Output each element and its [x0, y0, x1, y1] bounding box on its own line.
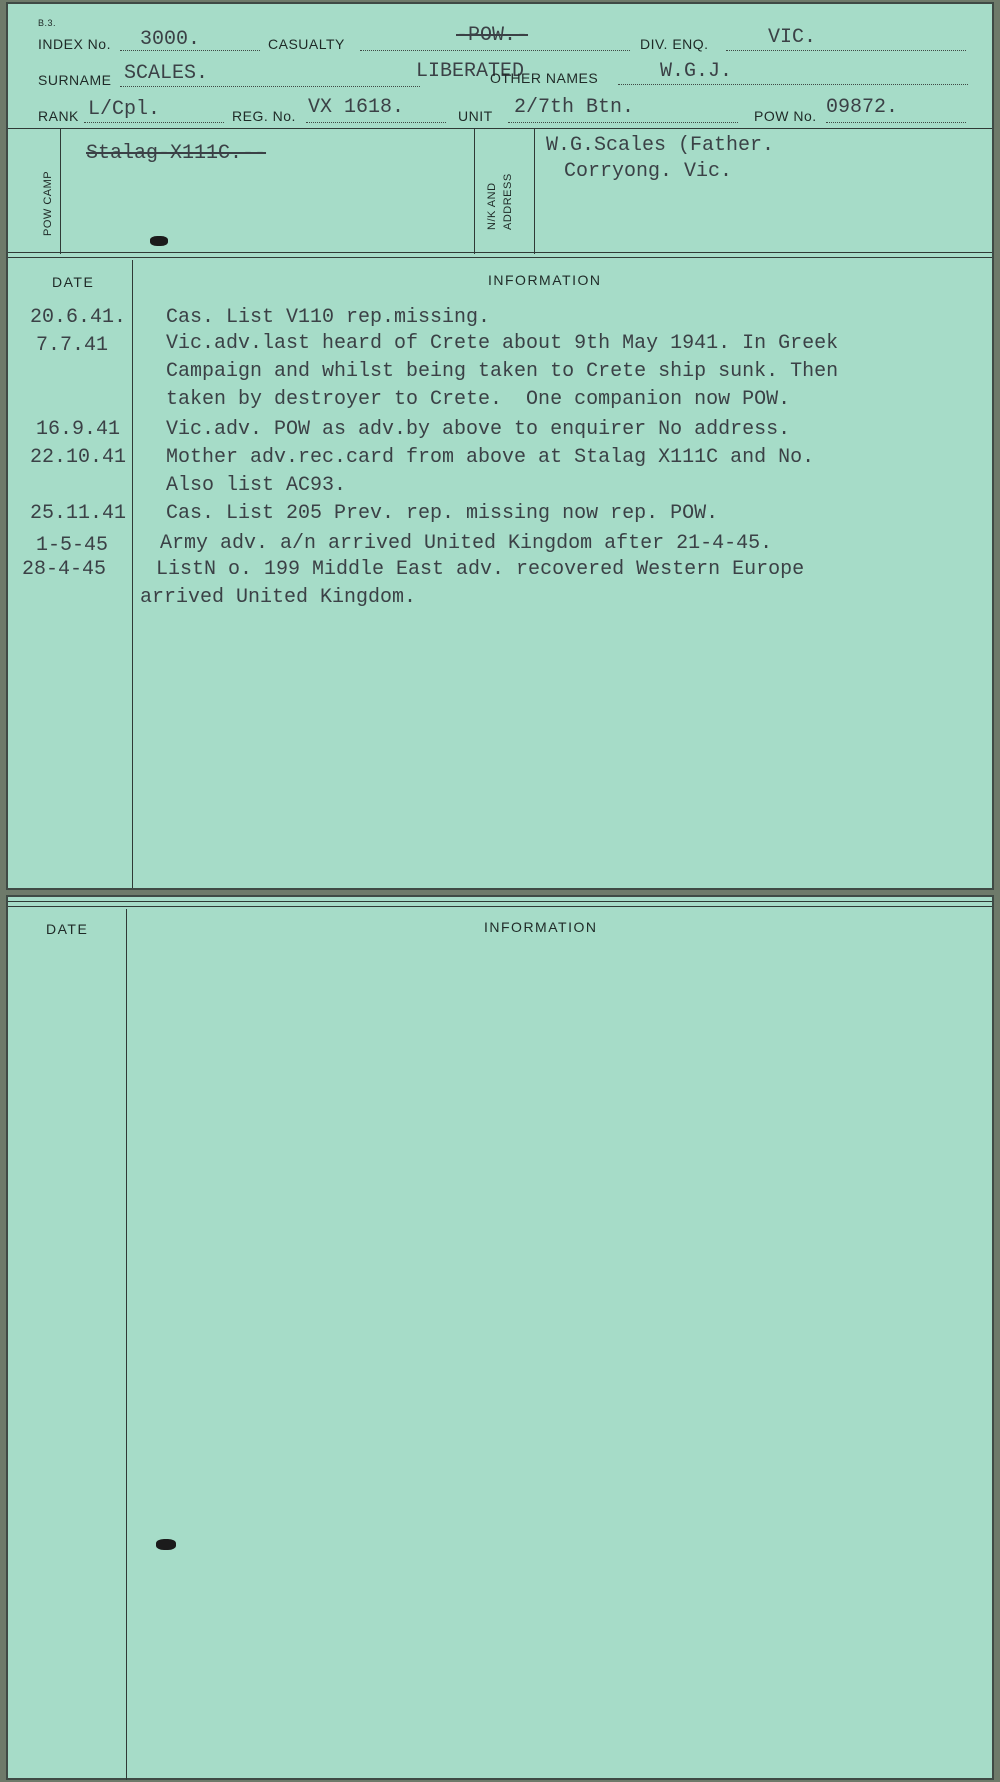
entry-date: 28-4-45 [22, 558, 107, 581]
back-information-column-header: INFORMATION [484, 919, 598, 935]
entry-text: Mother adv.rec.card from above at Stalag X111C and No. Also list AC93. [166, 446, 815, 497]
entry-date: 7.7.41 [36, 334, 109, 357]
pow-no-value: 09872. [826, 96, 899, 119]
entry-date: 25.11.41 [30, 502, 127, 525]
back-double-rule-a [8, 901, 992, 902]
pow-no-line [826, 122, 966, 123]
nk-divider-right [534, 128, 535, 254]
pow-camp-value: Stalag-X111C.-- [86, 142, 267, 165]
nk-address-line2: Corryong. Vic. [564, 160, 733, 183]
surname-value: SCALES. [124, 62, 209, 85]
div-enq-label: DIV. ENQ. [640, 36, 709, 52]
entry-text: Army adv. a/n arrived United Kingdom after 21-4-45. [160, 532, 773, 555]
nk-label-line2: ADDRESS [502, 173, 514, 230]
surname-label: SURNAME [38, 72, 112, 88]
back-date-column-header: DATE [46, 921, 89, 937]
information-column-header: INFORMATION [488, 272, 602, 288]
form-code: B.3. [38, 18, 57, 28]
entry-date: 16.9.41 [36, 418, 121, 441]
pow-camp-divider [60, 128, 61, 254]
entry-text: Cas. List V110 rep.missing. [166, 306, 491, 329]
record-card-front [6, 2, 994, 890]
double-rule-a [8, 252, 992, 253]
rank-value: L/Cpl. [88, 98, 161, 121]
casualty-line [360, 50, 630, 51]
top-rule [8, 128, 992, 129]
entry-text: arrived United Kingdom. [140, 586, 417, 609]
div-enq-line [726, 50, 966, 51]
double-rule-b [8, 257, 992, 258]
reg-no-label: REG. No. [232, 108, 296, 124]
entry-text: ListN o. 199 Middle East adv. recovered Western Europe [156, 558, 805, 581]
date-column-header: DATE [52, 274, 95, 290]
rank-label: RANK [38, 108, 79, 124]
other-names-line [618, 84, 968, 85]
back-double-rule-b [8, 906, 992, 907]
rank-line [84, 122, 224, 123]
casualty-value: -POW.- [456, 24, 529, 47]
entry-text: Vic.adv.last heard of Crete about 9th May 1941. In Greek Campaign and whilst being taken to Crete ship sunk. Then taken by destroyer to Crete. One companion now POW. [166, 332, 839, 411]
liberated-note: LIBERATED [416, 60, 525, 83]
entry-date: 1-5-45 [36, 534, 109, 557]
date-column-divider [132, 260, 133, 888]
reg-no-line [306, 122, 446, 123]
other-names-label: OTHER NAMES [490, 70, 599, 86]
surname-line [120, 86, 420, 87]
unit-value: 2/7th Btn. [514, 96, 635, 119]
other-names-value: W.G.J. [660, 60, 733, 83]
back-date-column-divider [126, 909, 127, 1780]
div-enq-value: VIC. [768, 26, 817, 49]
nk-label-line1: N/K AND [486, 182, 498, 230]
entry-text: Cas. List 205 Prev. rep. missing now rep. POW. [166, 502, 719, 525]
entry-date: 20.6.41. [30, 306, 127, 329]
entry-date: 22.10.41 [30, 446, 127, 469]
reg-no-value: VX 1618. [308, 96, 405, 119]
casualty-label: CASUALTY [268, 36, 345, 52]
unit-label: UNIT [458, 108, 493, 124]
back-ink-smudge [156, 1539, 176, 1550]
entry-text: Vic.adv. POW as adv.by above to enquirer No address. [166, 418, 791, 441]
pow-no-label: POW No. [754, 108, 817, 124]
index-label: INDEX No. [38, 36, 111, 52]
unit-line [508, 122, 738, 123]
record-card-back [6, 895, 994, 1780]
nk-address-line1: W.G.Scales (Father. [546, 134, 775, 157]
pow-camp-label: POW CAMP [42, 170, 54, 236]
nk-divider-left [474, 128, 475, 254]
ink-smudge [150, 236, 168, 246]
index-value: 3000. [140, 28, 201, 51]
